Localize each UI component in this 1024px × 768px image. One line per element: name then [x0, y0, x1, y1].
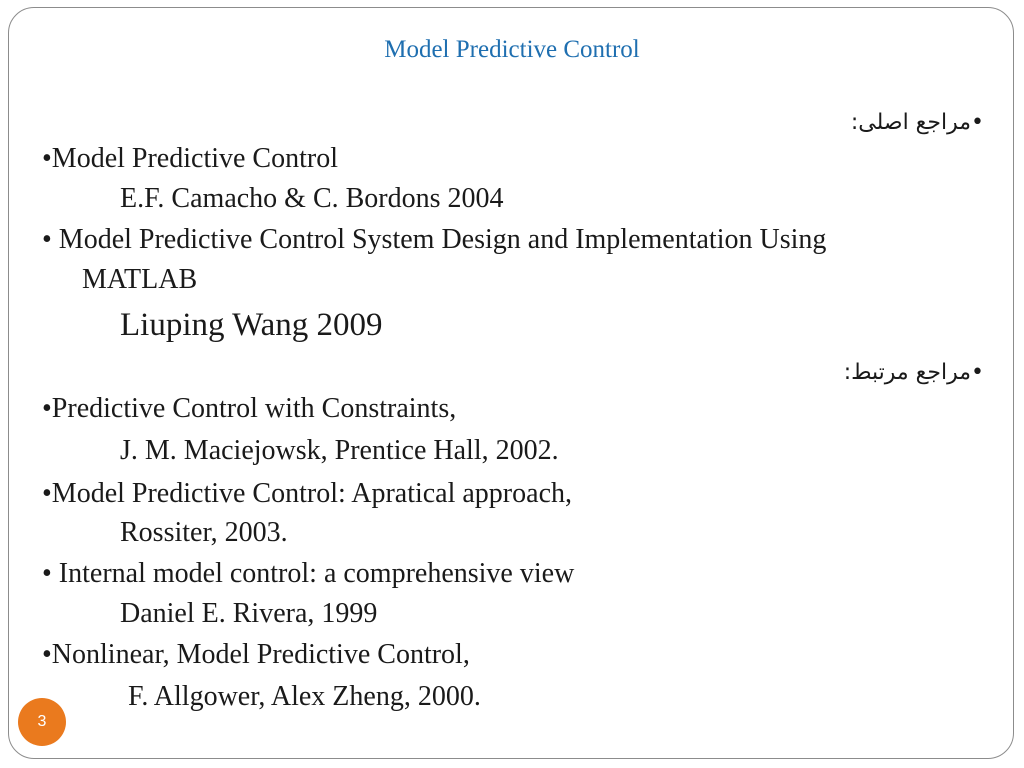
related-reference-1-title: •Predictive Control with Constraints, — [42, 393, 457, 424]
reference-1-title: •Model Predictive Control — [42, 143, 338, 174]
related-reference-4-title: •Nonlinear, Model Predictive Control, — [42, 639, 470, 670]
related-reference-3-title: • Internal model control: a comprehensive view — [42, 558, 575, 589]
related-reference-2-authors: Rossiter, 2003. — [120, 517, 288, 548]
related-reference-2-title: •Model Predictive Control: Apratical approach, — [42, 478, 572, 509]
related-reference-1-authors: J. M. Maciejowsk, Prentice Hall, 2002. — [120, 435, 559, 466]
slide-number-badge — [18, 698, 66, 746]
related-reference-3-authors: Daniel E. Rivera, 1999 — [120, 598, 378, 629]
related-reference-4-authors: F. Allgower, Alex Zheng, 2000. — [128, 681, 481, 712]
slide-title: Model Predictive Control — [384, 36, 640, 63]
slide-number: 3 — [37, 713, 47, 730]
reference-2-title-cont: MATLAB — [82, 264, 198, 295]
reference-2-title: • Model Predictive Control System Design and Implementation Using — [42, 224, 827, 255]
reference-1-authors: E.F. Camacho & C. Bordons 2004 — [120, 183, 504, 214]
related-references-heading: •مراجع مرتبط: — [843, 360, 984, 385]
main-references-heading: •مراجع اصلی: — [850, 110, 984, 135]
reference-2-authors: Liuping Wang 2009 — [120, 307, 383, 343]
